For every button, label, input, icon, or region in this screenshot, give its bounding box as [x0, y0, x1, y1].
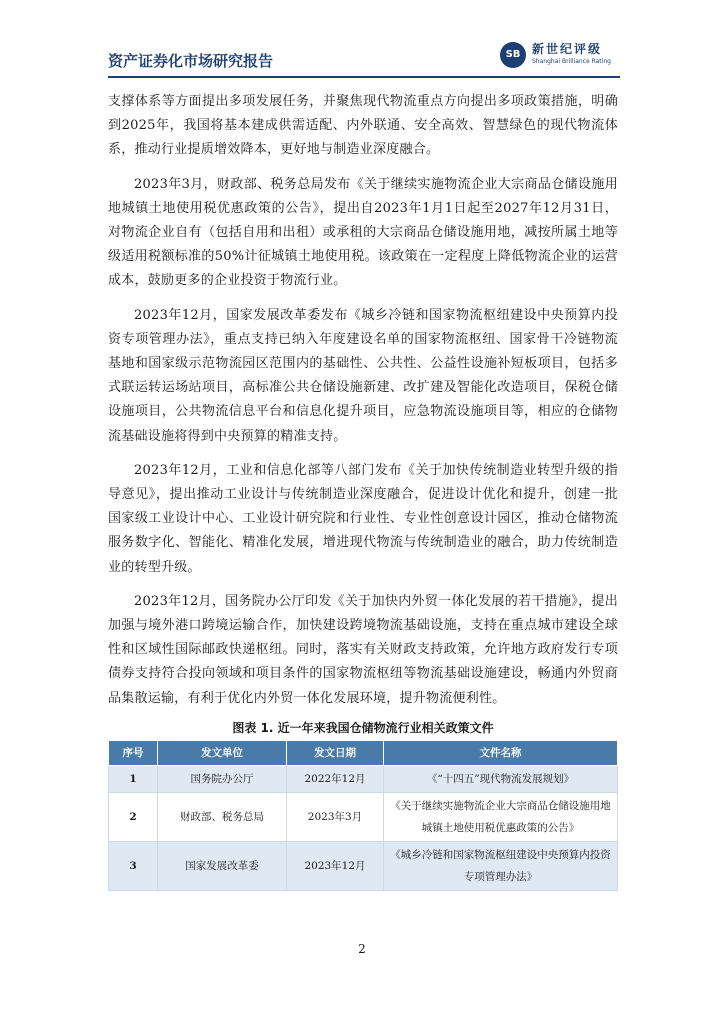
- row-index: 3: [109, 841, 158, 890]
- logo-chinese-name: 新世纪评级: [532, 42, 603, 56]
- table-row: [109, 841, 618, 890]
- paragraph-5: 2023年12月，国务院办公厅印发《关于加快内外贸一体化发展的若干措施》，提出加强与境外港口跨境运输合作，加快建设跨境物流基础设施，支持在重点城市建设全球性和区域性国际邮政快递枢纽。同时，落实有关财政支持政策，允许地方政府发行专项债券支持符合投向领域和项目条件的国家物流枢纽等物流基础设施建设，畅通内外贸商品集散运输，有利于优化内外贸一体化发展环境，提升物流便利性。: [108, 593, 618, 706]
- page-header: [108, 36, 620, 78]
- row-issuer: 国务院办公厅: [158, 765, 287, 792]
- main-content: [108, 90, 618, 891]
- row-document: 《关于继续实施物流企业大宗商品仓储设施用地城镇土地使用税优惠政策的公告》: [384, 792, 618, 841]
- page-number: 2: [358, 942, 366, 956]
- table-row: [109, 765, 618, 792]
- table-caption: 图表 1. 近一年来我国仓储物流行业相关政策文件: [232, 720, 494, 735]
- row-document: 《城乡冷链和国家物流枢纽建设中央预算内投资专项管理办法》: [384, 841, 618, 890]
- row-index: 2: [109, 792, 158, 841]
- table-header-row: [109, 740, 618, 765]
- paragraph-4: 2023年12月，工业和信息化部等八部门发布《关于加快传统制造业转型升级的指导意见》，提出推动工业设计与传统制造业深度融合，促进设计优化和提升，创建一批国家级工业设计中心、工业设计研究院和行业性、专业性创意设计园区，推动仓储物流服务数字化、智能化、精准化发展，增进现代物流与传统制造业的融合，助力传统制造业的转型升级。: [108, 462, 618, 575]
- row-issuer: 财政部、税务总局: [158, 792, 287, 841]
- paragraph-3: 2023年12月，国家发展改革委发布《城乡冷链和国家物流枢纽建设中央预算内投资专项管理办法》，重点支持已纳入年度建设名单的国家物流枢纽、国家骨干冷链物流基地和国家级示范物流园区范围内的基础性、公共性、公益性设施补短板项目，包括多式联运转运场站项目，高标准公共仓储设施新建、改扩建及智能化改造项目，保税仓储设施项目，公共物流信息平台和信息化提升项目，应急物流设施项目等，相应的仓储物流基础设施将得到中央预算的精准支持。: [108, 307, 618, 444]
- column-header-date: 发文日期: [287, 740, 384, 765]
- row-index: 1: [109, 765, 158, 792]
- row-date: 2022年12月: [287, 765, 384, 792]
- logo-english-name: Shanghai Brilliance Rating: [532, 58, 611, 65]
- row-issuer: 国家发展改革委: [158, 841, 287, 890]
- table-row: [109, 792, 618, 841]
- row-date: 2023年3月: [287, 792, 384, 841]
- policy-table: [108, 740, 618, 891]
- company-logo: [500, 40, 620, 74]
- row-date: 2023年12月: [287, 841, 384, 890]
- report-title: 资产证券化市场研究报告: [108, 52, 274, 70]
- column-header-index: 序号: [109, 740, 158, 765]
- column-header-issuer: 发文单位: [158, 740, 287, 765]
- logo-emblem-icon: SB: [500, 42, 526, 68]
- paragraph-1: 支撑体系等方面提出多项发展任务，并聚焦现代物流重点方向提出多项政策措施，明确到2025年，我国将基本建成供需适配、内外联通、安全高效、智慧绿色的现代物流体系，推动行业提质增效降本，更好地与制造业深度融合。: [108, 94, 618, 158]
- row-document: 《“十四五”现代物流发展规划》: [384, 765, 618, 792]
- paragraph-2: 2023年3月，财政部、税务总局发布《关于继续实施物流企业大宗商品仓储设施用地城镇土地使用税优惠政策的公告》，提出自2023年1月1日起至2027年12月31日，对物流企业自有（包括自用和出租）或承租的大宗商品仓储设施用地，减按所属土地等级适用税额标准的50%计征城镇土地使用税。该政策在一定程度上降低物流企业的运营成本，鼓励更多的企业投资于物流行业。: [108, 176, 618, 289]
- column-header-document: 文件名称: [384, 740, 618, 765]
